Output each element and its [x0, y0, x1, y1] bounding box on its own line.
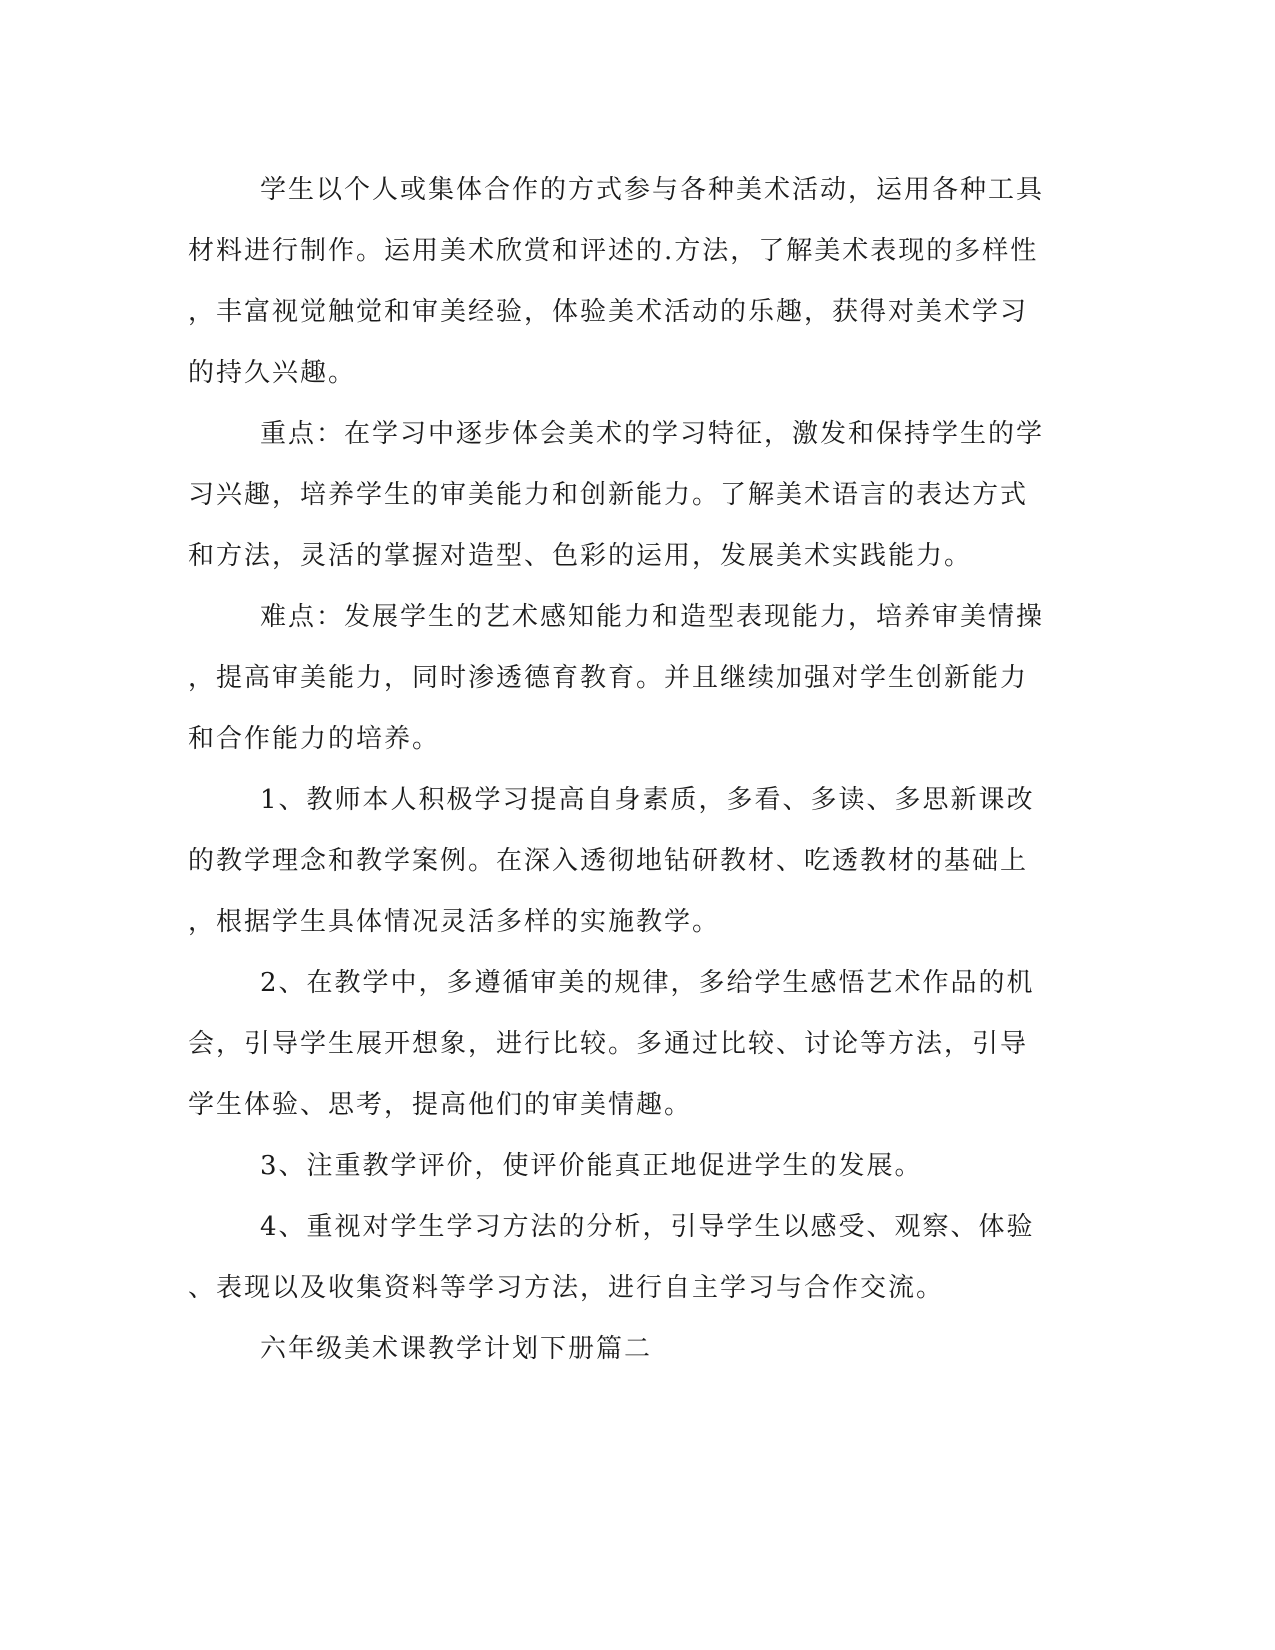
paragraph-line: 难点：发展学生的艺术感知能力和造型表现能力，培养审美情操 [260, 602, 1045, 632]
paragraph-line: 和合作能力的培养。 [188, 724, 441, 754]
paragraph-line: 学生以个人或集体合作的方式参与各种美术活动，运用各种工具 [260, 175, 1045, 205]
paragraph-line: 的持久兴趣。 [188, 358, 357, 388]
paragraph-line: 重点：在学习中逐步体会美术的学习特征，激发和保持学生的学 [260, 419, 1045, 449]
paragraph-line: ，提高审美能力，同时渗透德育教育。并且继续加强对学生创新能力 [188, 663, 1029, 693]
paragraph-line: 和方法，灵活的掌握对造型、色彩的运用，发展美术实践能力。 [188, 541, 973, 571]
paragraph-line: 的教学理念和教学案例。在深入透彻地钻研教材、吃透教材的基础上 [188, 846, 1029, 876]
paragraph-line: ，丰富视觉触觉和审美经验，体验美术活动的乐趣，获得对美术学习 [188, 297, 1029, 327]
paragraph-line: 3、注重教学评价，使评价能真正地促进学生的发展。 [260, 1151, 923, 1181]
paragraph-line: 材料进行制作。运用美术欣赏和评述的.方法，了解美术表现的多样性 [188, 236, 1039, 266]
paragraph-line: ，根据学生具体情况灵活多样的实施教学。 [188, 907, 721, 937]
section-heading: 六年级美术课教学计划下册篇二 [260, 1334, 653, 1364]
paragraph-line: 2、在教学中，多遵循审美的规律，多给学生感悟艺术作品的机 [260, 968, 1035, 998]
paragraph-line: 会，引导学生展开想象，进行比较。多通过比较、讨论等方法，引导 [188, 1029, 1029, 1059]
paragraph-line: 学生体验、思考，提高他们的审美情趣。 [188, 1090, 693, 1120]
paragraph-line: 、表现以及收集资料等学习方法，进行自主学习与合作交流。 [188, 1273, 945, 1303]
document-body [188, 160, 1068, 1380]
paragraph-line: 4、重视对学生学习方法的分析，引导学生以感受、观察、体验 [260, 1212, 1035, 1242]
paragraph-line: 1、教师本人积极学习提高自身素质，多看、多读、多思新课改 [260, 785, 1035, 815]
paragraph-line: 习兴趣，培养学生的审美能力和创新能力。了解美术语言的表达方式 [188, 480, 1029, 510]
